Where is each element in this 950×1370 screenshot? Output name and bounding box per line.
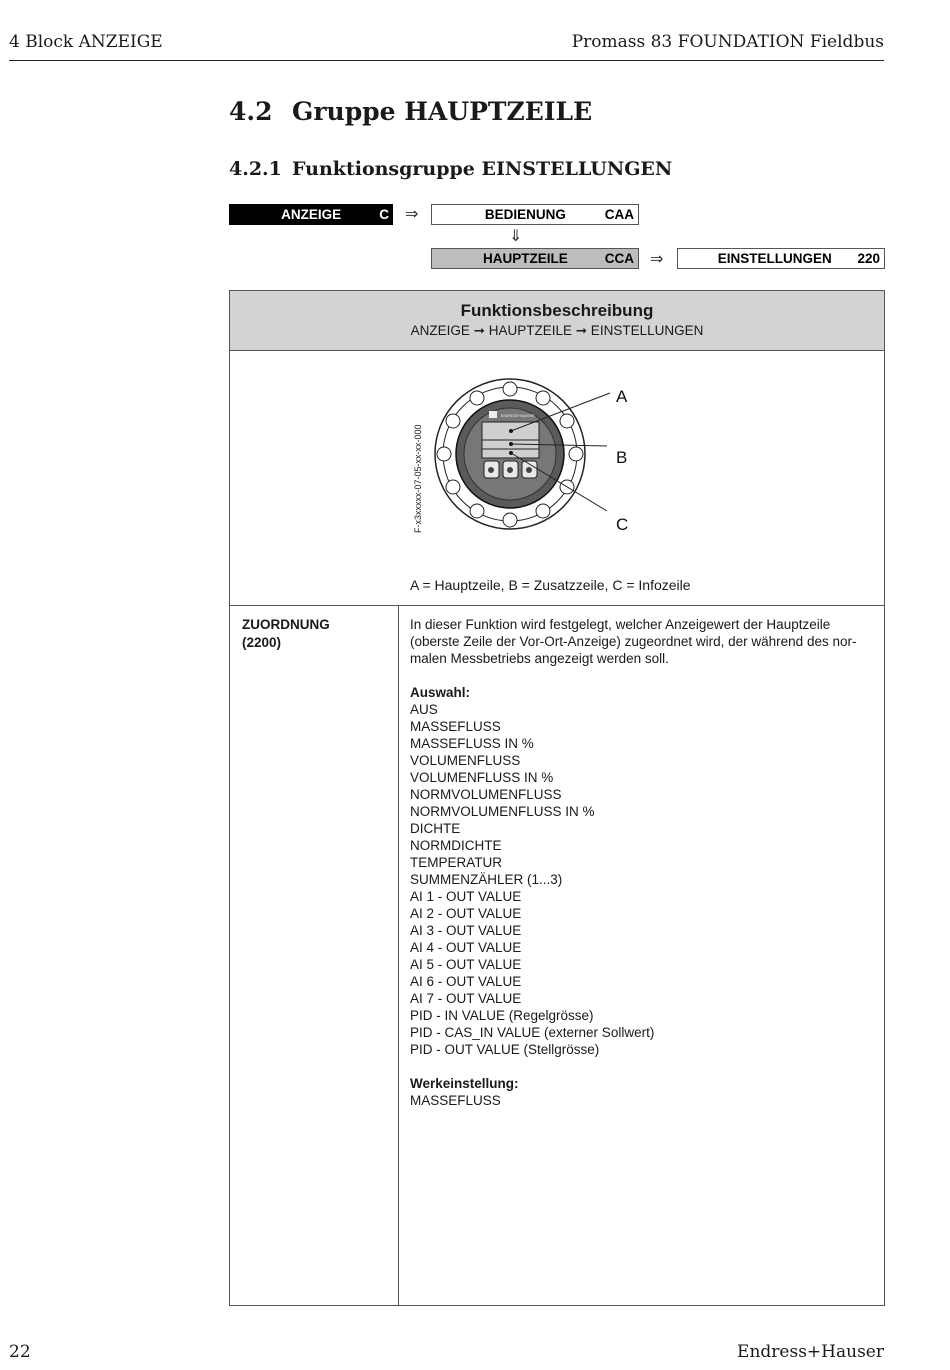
- nav-box-bedienung: [431, 204, 639, 225]
- callout-c: C: [616, 515, 629, 534]
- option-item: PID - OUT VALUE (Stellgrösse): [410, 1042, 600, 1057]
- column-divider: [398, 606, 399, 1305]
- nav-box-einstellungen: [677, 248, 885, 269]
- option-item: TEMPERATUR: [410, 855, 503, 870]
- nav-anzeige-label: ANZEIGE: [281, 207, 342, 222]
- section-title: Gruppe HAUPTZEILE: [292, 97, 593, 126]
- option-item: MASSEFLUSS IN %: [410, 736, 534, 751]
- description-line: (oberste Zeile der Vor-Ort-Anzeige) zugeordnet wird, der während des nor-: [410, 634, 857, 649]
- page-number: 22: [9, 1342, 31, 1362]
- subsection-number: 4.2.1: [229, 158, 282, 180]
- header-rule: [9, 60, 884, 61]
- option-item: PID - CAS_IN VALUE (externer Sollwert): [410, 1025, 655, 1040]
- option-item: AI 7 - OUT VALUE: [410, 991, 522, 1006]
- table-path: ANZEIGE ➞ HAUPTZEILE ➞ EINSTELLUNGEN: [410, 323, 704, 338]
- running-header-right: Promass 83 FOUNDATION Fieldbus: [571, 32, 884, 52]
- right-arrow-icon: ⇒: [650, 251, 664, 268]
- nav-box-hauptzeile: [431, 248, 639, 269]
- function-label-cell: [242, 616, 330, 652]
- description-paragraph: [410, 616, 870, 667]
- function-table: [229, 290, 885, 1306]
- option-item: AI 6 - OUT VALUE: [410, 974, 522, 989]
- option-item: AI 5 - OUT VALUE: [410, 957, 522, 972]
- nav-hauptzeile-label: HAUPTZEILE: [482, 251, 568, 266]
- option-item: NORMDICHTE: [410, 838, 502, 853]
- down-arrow-icon: ⇓: [509, 228, 523, 245]
- footer-brand: Endress+Hauser: [737, 1342, 884, 1362]
- nav-einstellungen-label: EINSTELLUNGEN: [717, 251, 832, 266]
- option-item: AI 3 - OUT VALUE: [410, 923, 522, 938]
- function-code: (2200): [242, 635, 282, 650]
- figure-caption: A = Hauptzeile, B = Zusatzzeile, C = Infozeile: [410, 577, 691, 593]
- callout-a: A: [616, 387, 628, 406]
- figure-area: [230, 351, 884, 606]
- nav-bedienung-label: BEDIENUNG: [484, 207, 566, 222]
- table-header: [230, 291, 884, 351]
- table-title: Funktionsbeschreibung: [460, 301, 654, 320]
- brand-logo-icon: [489, 411, 497, 418]
- option-item: SUMMENZÄHLER (1...3): [410, 872, 563, 887]
- function-name: ZUORDNUNG: [242, 617, 330, 632]
- subsection-heading: [229, 158, 672, 180]
- nav-box-anzeige: [229, 204, 393, 225]
- option-item: VOLUMENFLUSS: [410, 753, 521, 768]
- option-item: VOLUMENFLUSS IN %: [410, 770, 554, 785]
- figure-id: F-x3xxxxx-07-05-xx-xx-000: [413, 424, 423, 533]
- nav-bedienung-code: CAA: [604, 207, 634, 222]
- nav-hauptzeile-code: CCA: [604, 251, 634, 266]
- function-description-cell: [410, 616, 870, 1109]
- default-value: MASSEFLUSS: [410, 1093, 501, 1108]
- right-arrow-icon: ⇒: [405, 206, 419, 223]
- option-item: AUS: [410, 702, 438, 717]
- display-module-figure: [230, 351, 884, 576]
- option-item: MASSEFLUSS: [410, 719, 501, 734]
- option-item: AI 2 - OUT VALUE: [410, 906, 522, 921]
- option-item: AI 4 - OUT VALUE: [410, 940, 522, 955]
- figure-brand: ENDRESS+HAUSER: [501, 414, 535, 418]
- running-header-left: 4 Block ANZEIGE: [9, 32, 163, 52]
- section-number: 4.2: [229, 97, 273, 126]
- options-label: Auswahl:: [410, 685, 471, 700]
- callout-b: B: [616, 448, 628, 467]
- options-list: [410, 701, 870, 1058]
- description-line: In dieser Funktion wird festgelegt, welcher Anzeigewert der Hauptzeile: [410, 617, 831, 632]
- nav-anzeige-code: C: [379, 207, 389, 222]
- option-item: NORMVOLUMENFLUSS IN %: [410, 804, 595, 819]
- option-item: NORMVOLUMENFLUSS: [410, 787, 562, 802]
- nav-einstellungen-code: 220: [857, 251, 880, 266]
- default-label: Werkeinstellung:: [410, 1076, 519, 1091]
- option-item: DICHTE: [410, 821, 461, 836]
- option-item: AI 1 - OUT VALUE: [410, 889, 522, 904]
- section-heading: [229, 97, 592, 126]
- description-line: malen Messbetriebs angezeigt werden soll.: [410, 651, 669, 666]
- option-item: PID - IN VALUE (Regelgrösse): [410, 1008, 594, 1023]
- subsection-title: Funktionsgruppe EINSTELLUNGEN: [292, 158, 673, 180]
